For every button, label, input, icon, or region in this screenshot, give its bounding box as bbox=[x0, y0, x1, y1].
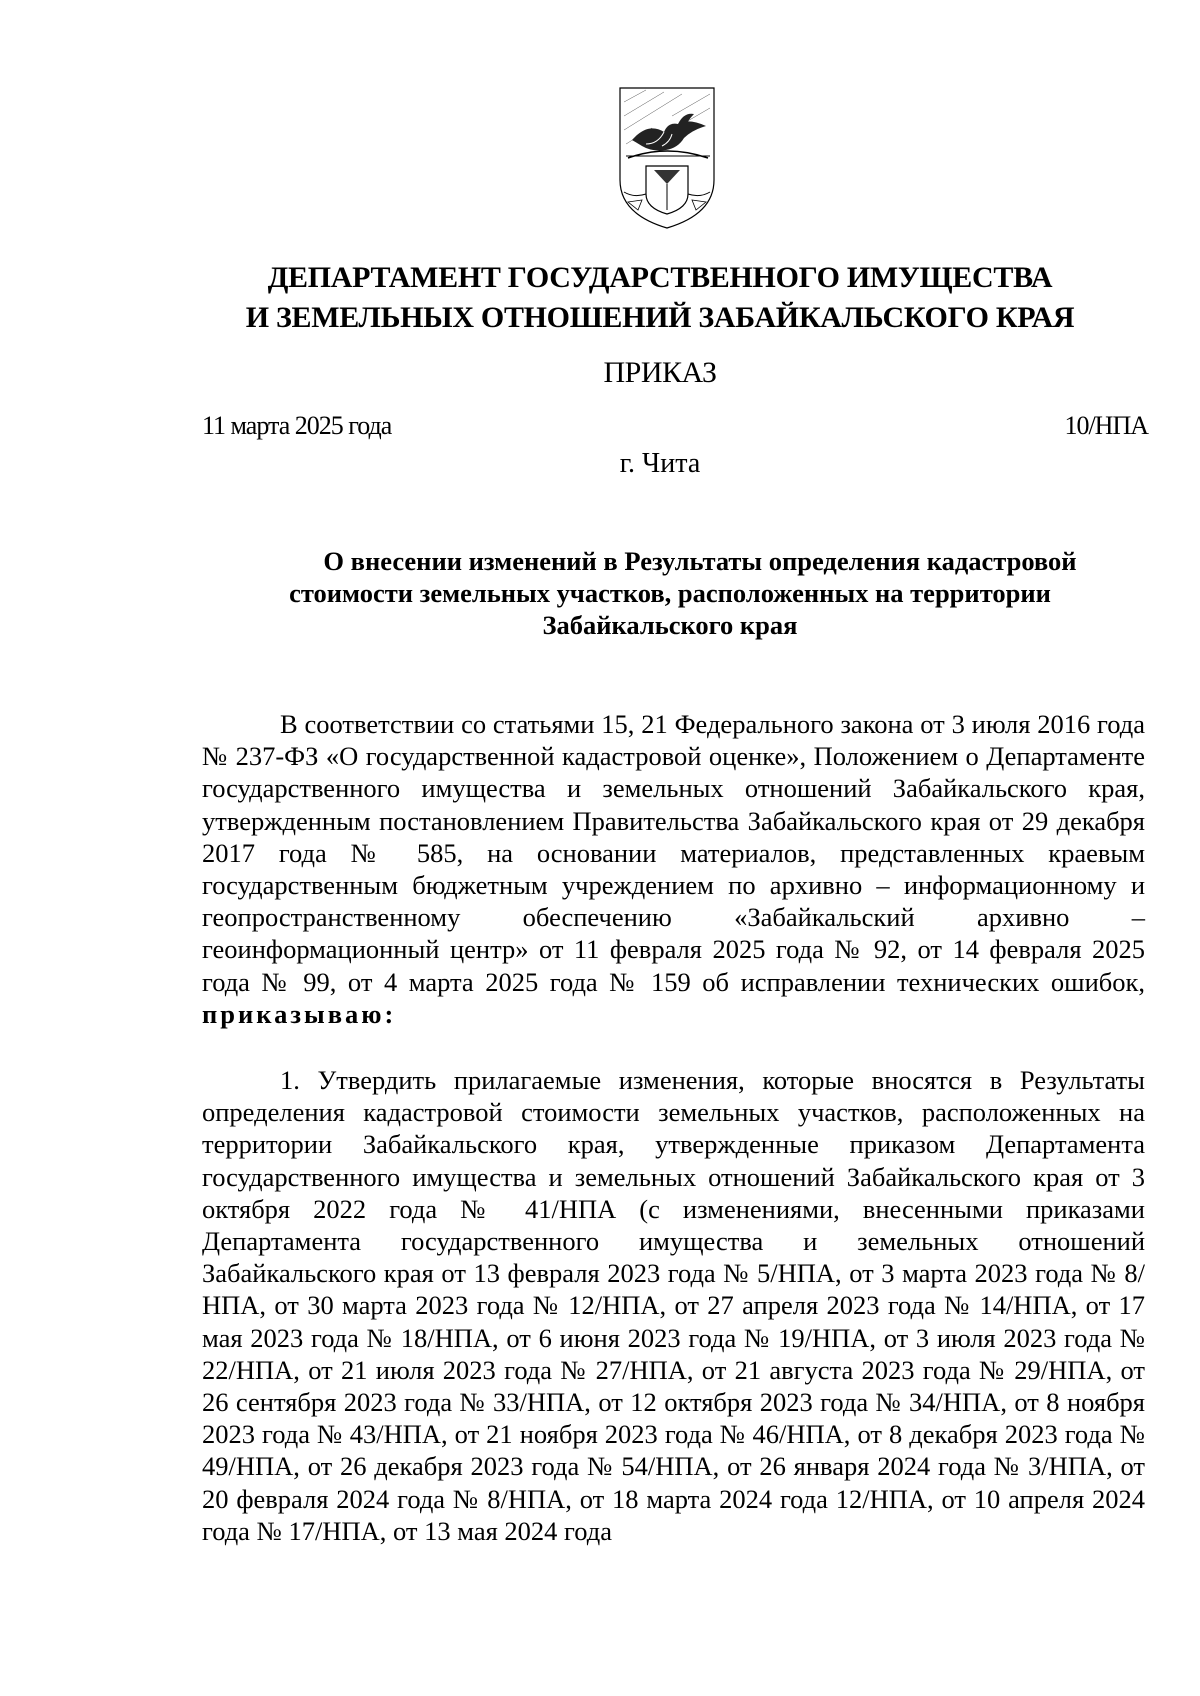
subject-line2: стоимости земельных участков, расположенных на территории bbox=[289, 578, 1051, 608]
organization-title-line1: ДЕПАРТАМЕНТ ГОСУДАРСТВЕННОГО ИМУЩЕСТВА bbox=[267, 261, 1053, 294]
coat-of-arms-icon bbox=[612, 82, 722, 234]
subject-line1: О внесении изменений в Результаты определения кадастровой bbox=[323, 546, 1077, 576]
clause-1-text: 1. Утвердить прилагаемые изменения, которые вносятся в Результаты определения кадастровой стоимости земельных участков, расположенных на территории Забайкальского края, утвержденные приказом Департамента государственного имущества и земельных отношений Забайкальского края от 3 октября 2022 года № 41/НПА (с изменениями, внесенными приказами Департамента государственного имущества и земельных отношений Забайкальского края от 13 февраля 2023 года № 5/НПА, от 3 марта 2023 года № 8/НПА, от 30 марта 2023 года № 12/НПА, от 27 апреля 2023 года № 14/НПА, от 17 мая 2023 года № 18/НПА, от 6 июня 2023 года № 19/НПА, от 3 июля 2023 года № 22/НПА, от 21 июля 2023 года № 27/НПА, от 21 августа 2023 года № 29/НПА, от 26 сентября 2023 года № 33/НПА, от 12 октября 2023 года № 34/НПА, от 8 ноября 2023 года № 43/НПА, от 21 ноября 2023 года № 46/НПА, от 8 декабря 2023 года № 49/НПА, от 26 декабря 2023 года № 54/НПА, от 26 января 2024 года № 3/НПА, от 20 февраля 2024 года № 8/НПА, от 18 марта 2024 года 12/НПА, от 10 апреля 2024 года № 17/НПА, от 13 мая 2024 года bbox=[202, 1065, 1145, 1546]
organization-title bbox=[160, 258, 1160, 338]
document-type: ПРИКАЗ bbox=[603, 356, 717, 389]
preamble-paragraph bbox=[202, 708, 1145, 1030]
document-date: 11 марта 2025 года bbox=[202, 411, 392, 440]
subject-line3: Забайкальского края bbox=[542, 610, 798, 640]
document-number: 10/НПА bbox=[1064, 411, 1148, 440]
clause-1-paragraph bbox=[202, 1064, 1145, 1547]
preamble-text: В соответствии со статьями 15, 21 Федерального закона от 3 июля 2016 года № 237-ФЗ «О государственной кадастровой оценке», Положением о Департаменте государственного имущества и земельных отношений Забайкальского края, утвержденным постановлением Правительства Забайкальского края от 29 декабря 2017 года № 585, на основании материалов, представленных краевым государственным бюджетным учреждением по архивно – информационному и геопространственному обеспечению «Забайкальский архивно – геоинформационный центр» от 11 февраля 2025 года № 92, от 14 февраля 2025 года № 99, от 4 марта 2025 года № 159 об исправлении технических ошибок, bbox=[202, 709, 1145, 997]
organization-title-line2: И ЗЕМЕЛЬНЫХ ОТНОШЕНИЙ ЗАБАЙКАЛЬСКОГО КРАЯ bbox=[245, 301, 1075, 334]
document-subject bbox=[240, 545, 1100, 641]
order-word: приказываю: bbox=[202, 998, 397, 1029]
document-city: г. Чита bbox=[619, 448, 701, 479]
